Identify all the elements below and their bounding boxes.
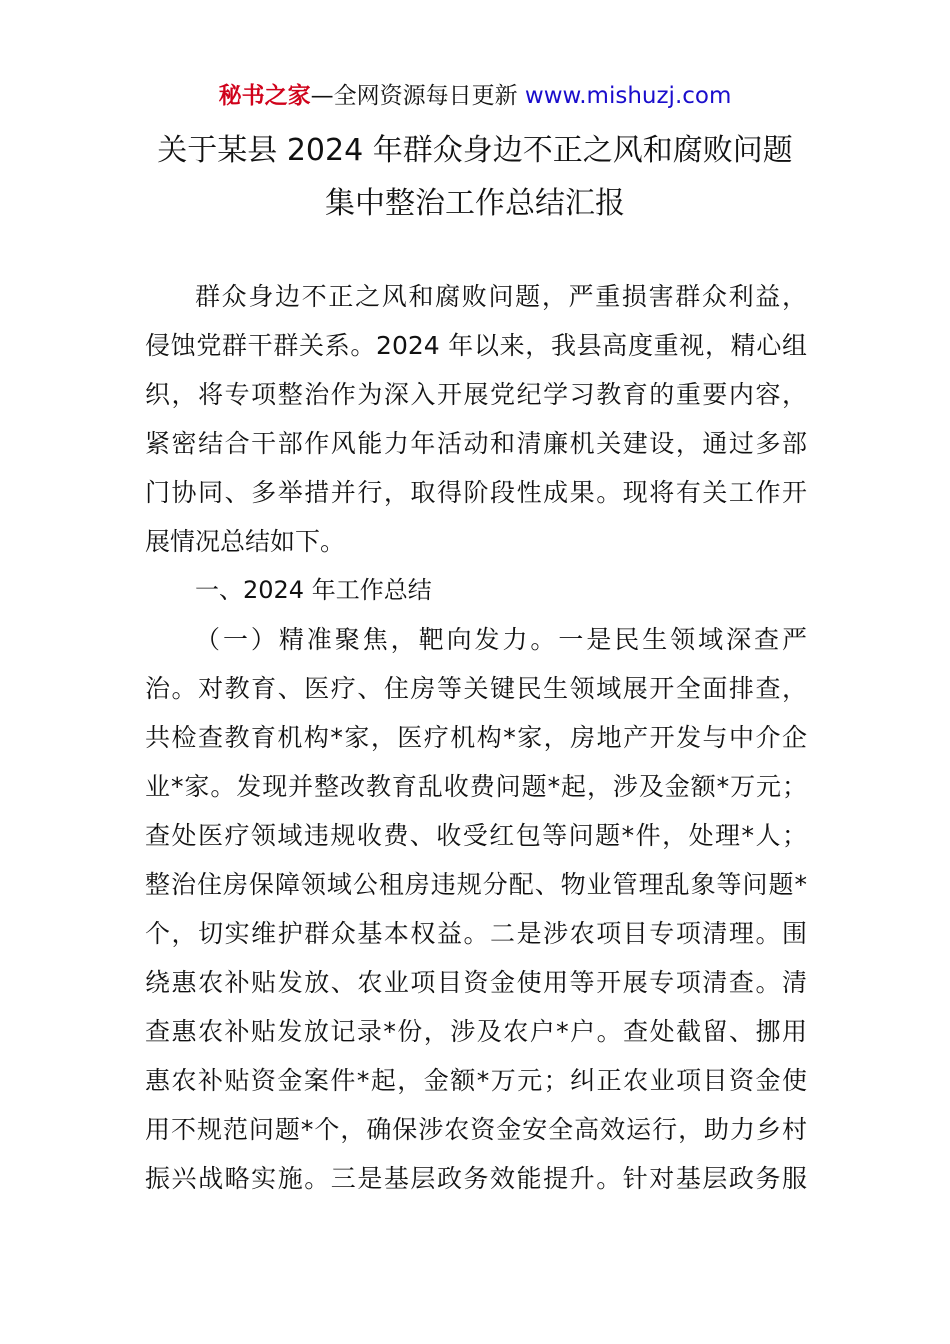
paragraph-line: 侵蚀党群干群关系。2024 年以来，我县高度重视，精心组 bbox=[145, 331, 807, 360]
paragraph-line: 绕惠农补贴发放、农业项目资金使用等开展专项清查。清 bbox=[145, 968, 807, 997]
site-brand: 秘书之家 bbox=[218, 83, 311, 109]
paragraph-line: （一）精准聚焦，靶向发力。一是民生领域深查严 bbox=[195, 625, 807, 654]
document-title bbox=[0, 124, 950, 230]
paragraph-line: 个，切实维护群众基本权益。二是涉农项目专项清理。围 bbox=[145, 919, 807, 948]
paragraph-line: 共检查教育机构*家，医疗机构*家，房地产开发与中介企 bbox=[145, 723, 807, 752]
site-header bbox=[0, 80, 950, 112]
paragraph-line: 治。对教育、医疗、住房等关键民生领域展开全面排查， bbox=[145, 674, 807, 703]
paragraph-line: 展情况总结如下。 bbox=[145, 527, 346, 556]
site-url-link[interactable]: www.mishuzj.com bbox=[524, 83, 732, 109]
paragraph-line: 查惠农补贴发放记录*份，涉及农户*户。查处截留、挪用 bbox=[145, 1017, 807, 1046]
paragraph-line: 业*家。发现并整改教育乱收费问题*起，涉及金额*万元； bbox=[145, 772, 807, 801]
paragraph-line: 整治住房保障领域公租房违规分配、物业管理乱象等问题* bbox=[145, 870, 807, 899]
paragraph-line: 查处医疗领域违规收费、收受红包等问题*件，处理*人； bbox=[145, 821, 807, 850]
section-heading: 一、2024 年工作总结 bbox=[195, 576, 432, 604]
title-line-1: 关于某县 2024 年群众身边不正之风和腐败问题 bbox=[157, 133, 793, 168]
paragraph-line: 惠农补贴资金案件*起，金额*万元；纠正农业项目资金使 bbox=[145, 1066, 807, 1095]
paragraph-line: 门协同、多举措并行，取得阶段性成果。现将有关工作开 bbox=[145, 478, 807, 507]
site-tagline: —全网资源每日更新 bbox=[310, 83, 525, 109]
document-body bbox=[145, 272, 807, 1203]
title-line-2: 集中整治工作总结汇报 bbox=[325, 186, 625, 221]
paragraph-line: 用不规范问题*个，确保涉农资金安全高效运行，助力乡村 bbox=[145, 1115, 807, 1144]
paragraph-line: 振兴战略实施。三是基层政务效能提升。针对基层政务服 bbox=[145, 1164, 807, 1193]
paragraph-line: 织，将专项整治作为深入开展党纪学习教育的重要内容， bbox=[145, 380, 807, 409]
paragraph-line: 紧密结合干部作风能力年活动和清廉机关建设，通过多部 bbox=[145, 429, 807, 458]
paragraph-line: 群众身边不正之风和腐败问题，严重损害群众利益， bbox=[195, 282, 807, 311]
